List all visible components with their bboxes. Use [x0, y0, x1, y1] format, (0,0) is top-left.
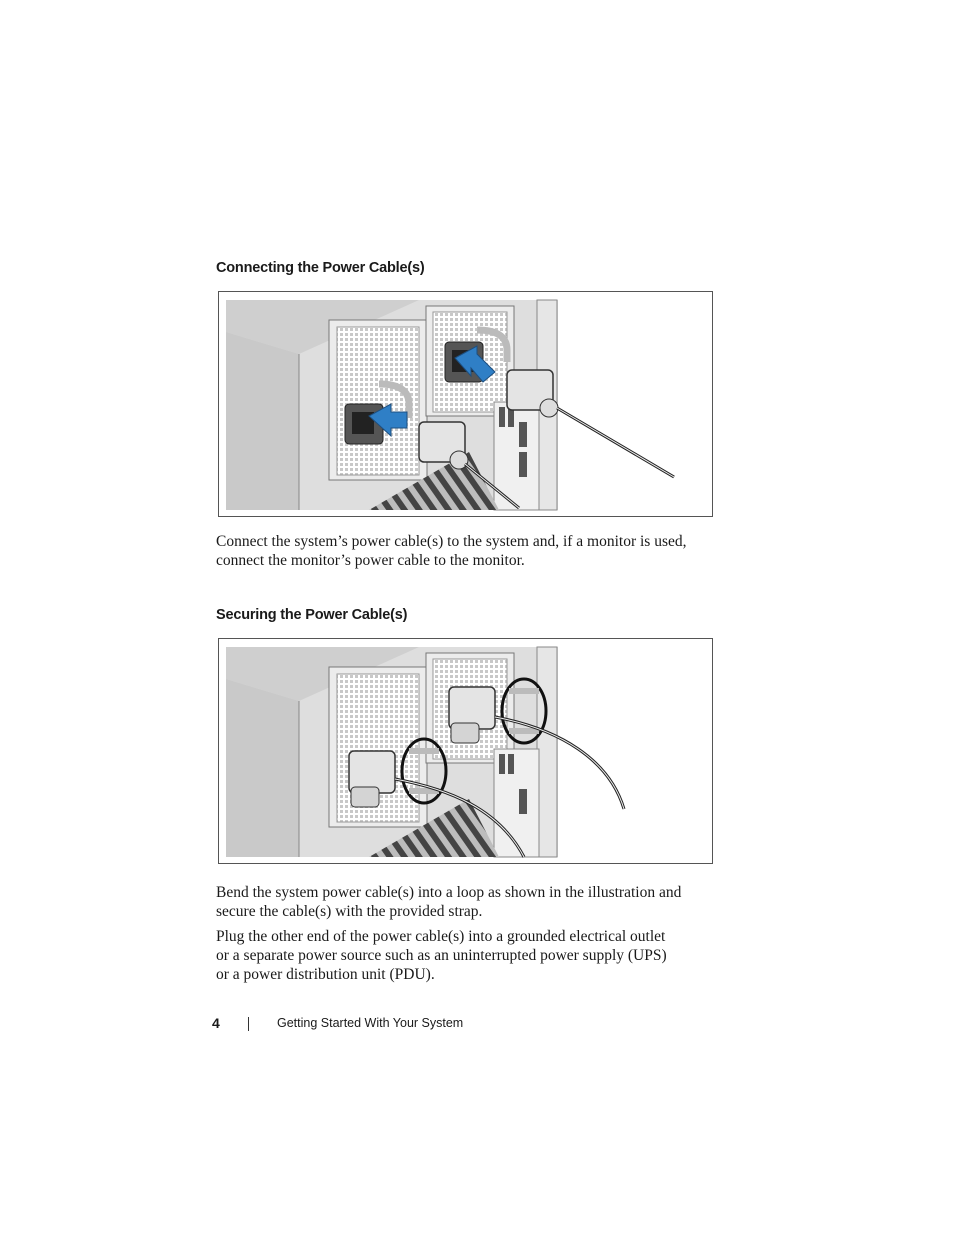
text-line: or a power distribution unit (PDU). [216, 966, 435, 983]
section-heading-connecting: Connecting the Power Cable(s) [216, 260, 425, 276]
text-line: or a separate power source such as an uninterrupted power supply (UPS) [216, 947, 667, 964]
text-line: Plug the other end of the power cable(s) into a grounded electrical outlet [216, 928, 666, 945]
text-line: Connect the system’s power cable(s) to the system and, if a monitor is used, [216, 533, 687, 550]
text-line: Bend the system power cable(s) into a loop as shown in the illustration and [216, 884, 682, 901]
text-line: secure the cable(s) with the provided strap. [216, 903, 483, 920]
footer-divider [248, 1017, 249, 1031]
plug-instructions [216, 927, 716, 984]
connect-instructions [216, 532, 716, 570]
power-cable-loop-strap-illustration [218, 638, 713, 864]
footer-title: Getting Started With Your System [277, 1016, 464, 1030]
text-line: connect the monitor’s power cable to the monitor. [216, 552, 525, 569]
section-heading-securing: Securing the Power Cable(s) [216, 607, 408, 623]
loop-instructions [216, 883, 716, 921]
power-cable-connect-illustration [218, 291, 713, 517]
page-number: 4 [212, 1015, 220, 1031]
